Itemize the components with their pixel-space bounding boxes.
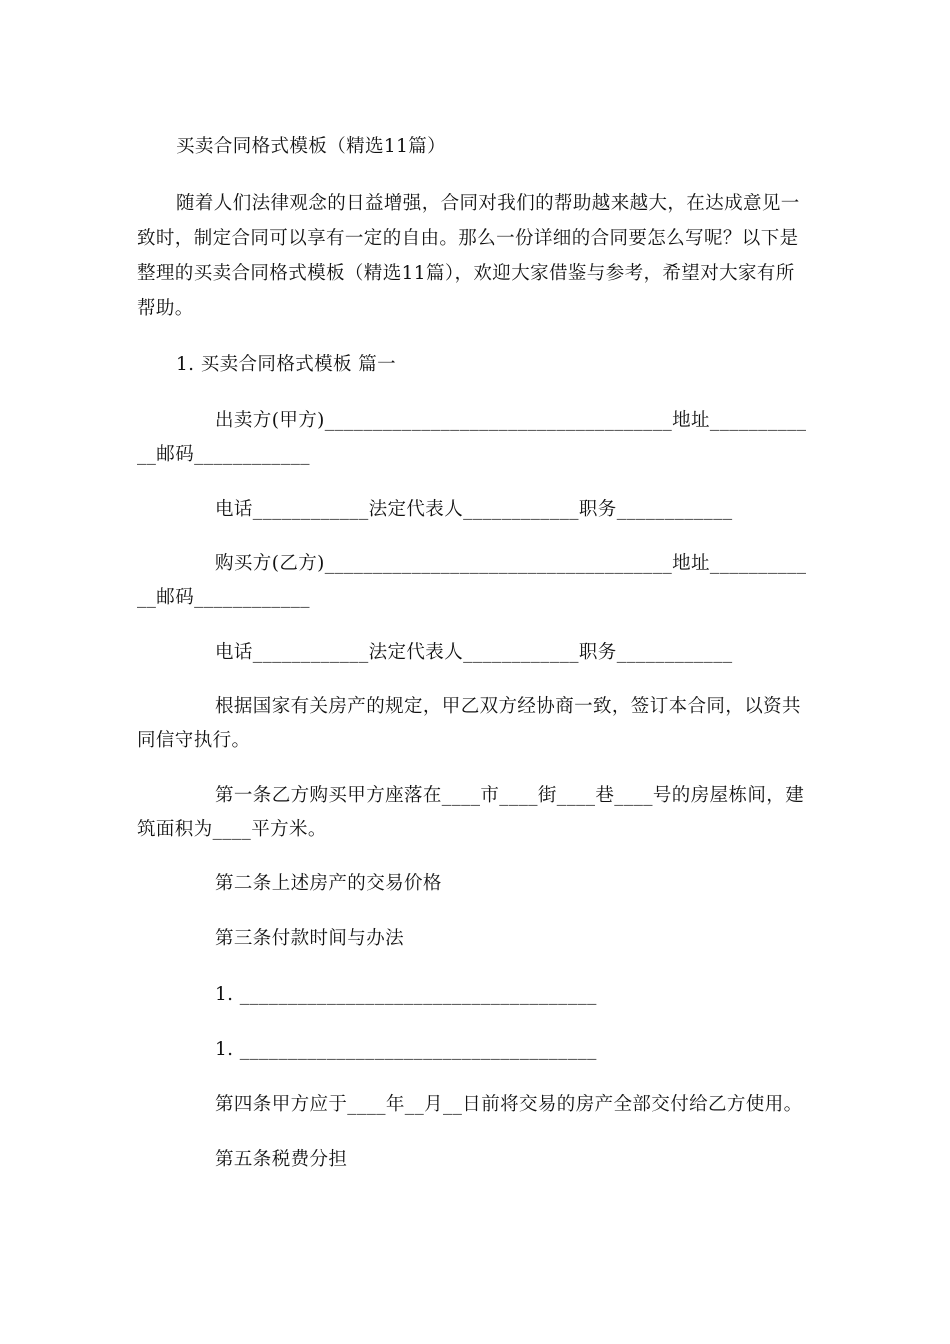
article-1-line-2: 筑面积为____平方米。: [137, 819, 327, 840]
basis-line-1: 根据国家有关房产的规定，甲乙双方经协商一致，签订本合同，以资共: [215, 696, 801, 717]
section-heading: 1. 买卖合同格式模板 篇一: [176, 354, 397, 375]
buyer-line-1: 购买方(乙方)____________________________________地址__________: [215, 553, 807, 574]
payment-item-1: 1. _____________________________________: [215, 984, 597, 1005]
basis-line-2: 同信守执行。: [137, 730, 251, 751]
document-title: 买卖合同格式模板（精选11篇）: [176, 136, 447, 157]
article-5: 第五条税费分担: [215, 1149, 348, 1170]
intro-line-2: 致时，制定合同可以享有一定的自由。那么一份详细的合同要怎么写呢？以下是: [137, 228, 799, 249]
article-4: 第四条甲方应于____年__月__日前将交易的房产全部交付给乙方使用。: [215, 1094, 803, 1115]
buyer-phone-line: 电话____________法定代表人____________职务____________: [215, 642, 733, 663]
buyer-line-2: __邮码____________: [137, 587, 310, 608]
intro-line-3: 整理的买卖合同格式模板（精选11篇），欢迎大家借鉴与参考，希望对大家有所: [137, 263, 795, 284]
seller-line-1: 出卖方(甲方)____________________________________地址__________: [215, 410, 807, 431]
intro-line-1: 随着人们法律观念的日益增强，合同对我们的帮助越来越大，在达成意见一: [176, 193, 800, 214]
article-3: 第三条付款时间与办法: [215, 928, 405, 949]
seller-line-2: __邮码____________: [137, 444, 310, 465]
intro-line-4: 帮助。: [137, 298, 194, 319]
article-1-line-1: 第一条乙方购买甲方座落在____市____街____巷____号的房屋栋间，建: [215, 785, 805, 806]
article-2: 第二条上述房产的交易价格: [215, 873, 442, 894]
seller-phone-line: 电话____________法定代表人____________职务____________: [215, 499, 733, 520]
payment-item-2: 1. _____________________________________: [215, 1039, 597, 1060]
